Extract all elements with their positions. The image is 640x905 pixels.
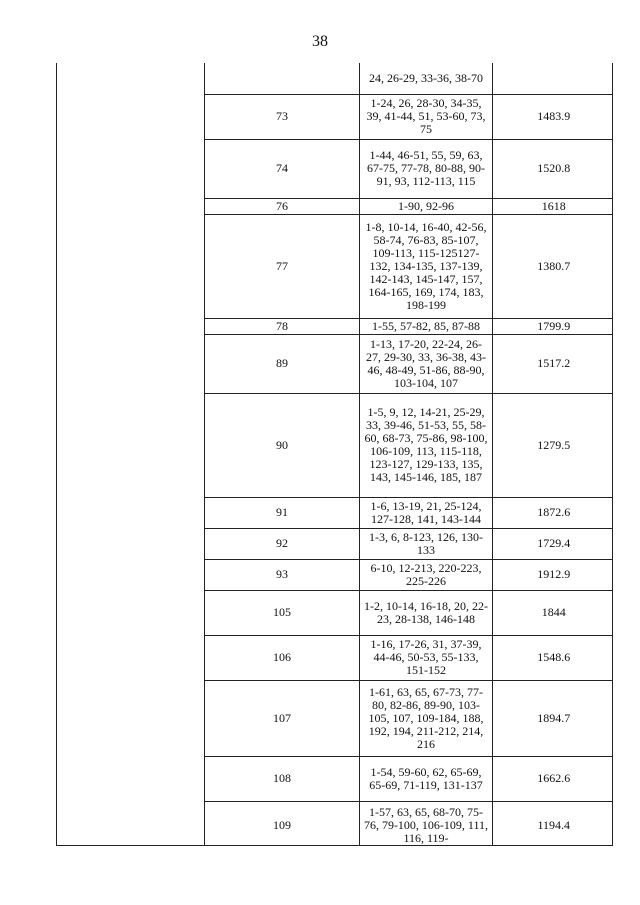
area-value-cell: 1194.4 bbox=[493, 801, 614, 846]
item-range-cell: 1-5, 9, 12, 14-21, 25-29, 33, 39-46, 51-53, 55, 58-60, 68-73, 75-86, 98-100, 106-109, 113, 115-118, 123-127, 129-133, 135, 143, 145-146, 185, 187 bbox=[360, 393, 493, 497]
table-row bbox=[205, 559, 614, 590]
item-range-cell: 1-44, 46-51, 55, 59, 63, 67-75, 77-78, 80-88, 90-91, 93, 112-113, 115 bbox=[360, 139, 493, 198]
item-range-cell: 1-55, 57-82, 85, 87-88 bbox=[360, 318, 493, 334]
item-range-cell: 1-8, 10-14, 16-40, 42-56, 58-74, 76-83, 85-107, 109-113, 115-125127-132, 134-135, 137-139, 142-143, 145-147, 157, 164-165, 169, 174, 183, 198-199 bbox=[360, 214, 493, 318]
plot-number-cell bbox=[205, 63, 360, 94]
plot-number-cell: 107 bbox=[205, 680, 360, 756]
table-row bbox=[205, 94, 614, 139]
data-table bbox=[204, 63, 613, 846]
table-row bbox=[205, 635, 614, 680]
data-table-frame bbox=[56, 63, 613, 846]
area-value-cell: 1912.9 bbox=[493, 559, 614, 590]
area-value-cell: 1483.9 bbox=[493, 94, 614, 139]
item-range-cell: 1-61, 63, 65, 67-73, 77-80, 82-86, 89-90, 103-105, 107, 109-184, 188, 192, 194, 211-212, 214, 216 bbox=[360, 680, 493, 756]
table-row bbox=[205, 334, 614, 393]
table-row bbox=[205, 680, 614, 756]
table-row bbox=[205, 139, 614, 198]
item-range-cell: 1-13, 17-20, 22-24, 26-27, 29-30, 33, 36-38, 43-46, 48-49, 51-86, 88-90, 103-104, 107 bbox=[360, 334, 493, 393]
plot-number-cell: 89 bbox=[205, 334, 360, 393]
table-row bbox=[205, 528, 614, 559]
table-row bbox=[205, 801, 614, 846]
plot-number-cell: 109 bbox=[205, 801, 360, 846]
plot-number-cell: 73 bbox=[205, 94, 360, 139]
area-value-cell: 1517.2 bbox=[493, 334, 614, 393]
plot-number-cell: 106 bbox=[205, 635, 360, 680]
item-range-cell: 1-90, 92-96 bbox=[360, 198, 493, 214]
table-row bbox=[205, 318, 614, 334]
table-row bbox=[205, 590, 614, 635]
area-value-cell: 1729.4 bbox=[493, 528, 614, 559]
item-range-cell: 1-54, 59-60, 62, 65-69, 65-69, 71-119, 131-137 bbox=[360, 756, 493, 801]
table-row bbox=[205, 214, 614, 318]
table-row bbox=[205, 497, 614, 528]
item-range-cell: 1-2, 10-14, 16-18, 20, 22-23, 28-138, 146-148 bbox=[360, 590, 493, 635]
plot-number-cell: 93 bbox=[205, 559, 360, 590]
item-range-cell: 1-16, 17-26, 31, 37-39, 44-46, 50-53, 55-133, 151-152 bbox=[360, 635, 493, 680]
plot-number-cell: 108 bbox=[205, 756, 360, 801]
area-value-cell: 1662.6 bbox=[493, 756, 614, 801]
area-value-cell: 1894.7 bbox=[493, 680, 614, 756]
plot-number-cell: 105 bbox=[205, 590, 360, 635]
item-range-cell: 1-57, 63, 65, 68-70, 75-76, 79-100, 106-109, 111, 116, 119- bbox=[360, 801, 493, 846]
table-row bbox=[205, 198, 614, 214]
plot-number-cell: 76 bbox=[205, 198, 360, 214]
area-value-cell: 1844 bbox=[493, 590, 614, 635]
area-value-cell: 1872.6 bbox=[493, 497, 614, 528]
plot-number-cell: 77 bbox=[205, 214, 360, 318]
page-number: 38 bbox=[312, 33, 328, 50]
item-range-cell: 1-24, 26, 28-30, 34-35, 39, 41-44, 51, 53-60, 73, 75 bbox=[360, 94, 493, 139]
table-row bbox=[205, 393, 614, 497]
item-range-cell: 24, 26-29, 33-36, 38-70 bbox=[360, 63, 493, 94]
table-row bbox=[205, 63, 614, 94]
item-range-cell: 1-6, 13-19, 21, 25-124, 127-128, 141, 143-144 bbox=[360, 497, 493, 528]
table-row bbox=[205, 756, 614, 801]
area-value-cell: 1279.5 bbox=[493, 393, 614, 497]
area-value-cell: 1548.6 bbox=[493, 635, 614, 680]
area-value-cell: 1618 bbox=[493, 198, 614, 214]
plot-number-cell: 74 bbox=[205, 139, 360, 198]
plot-number-cell: 78 bbox=[205, 318, 360, 334]
area-value-cell: 1520.8 bbox=[493, 139, 614, 198]
item-range-cell: 6-10, 12-213, 220-223, 225-226 bbox=[360, 559, 493, 590]
plot-number-cell: 92 bbox=[205, 528, 360, 559]
item-range-cell: 1-3, 6, 8-123, 126, 130-133 bbox=[360, 528, 493, 559]
area-value-cell bbox=[493, 63, 614, 94]
area-value-cell: 1380.7 bbox=[493, 214, 614, 318]
area-value-cell: 1799.9 bbox=[493, 318, 614, 334]
plot-number-cell: 91 bbox=[205, 497, 360, 528]
plot-number-cell: 90 bbox=[205, 393, 360, 497]
